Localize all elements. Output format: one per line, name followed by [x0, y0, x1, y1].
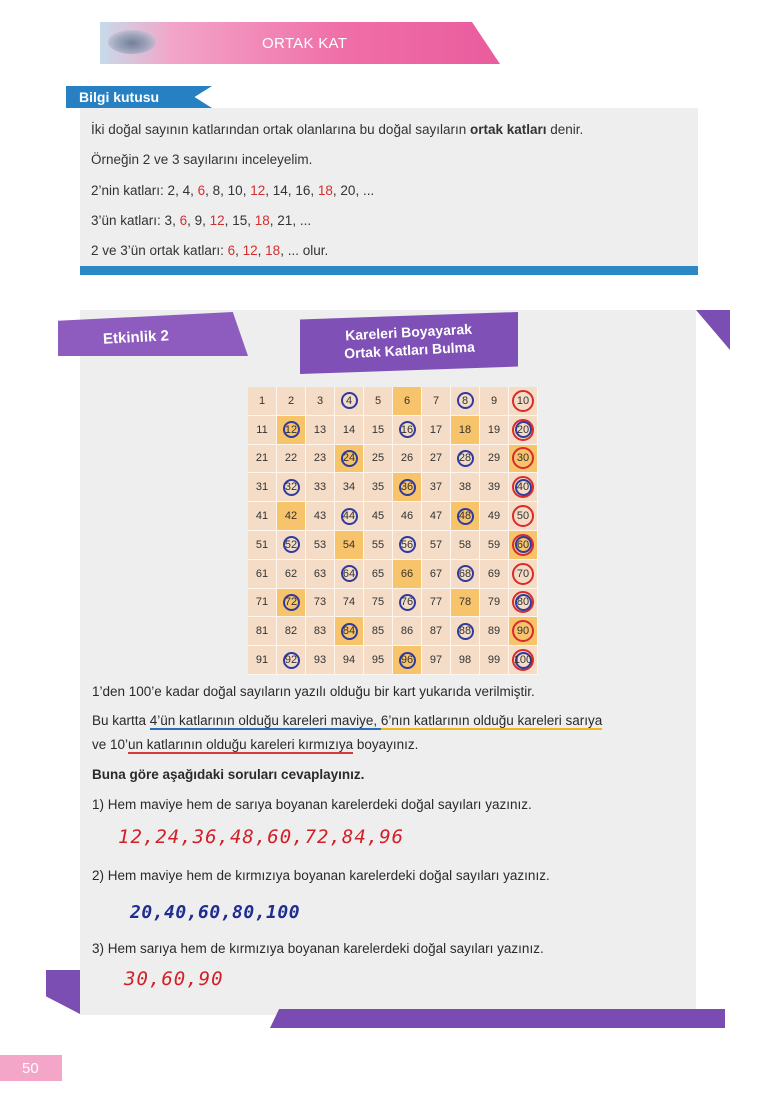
grid-number: 22 — [284, 452, 298, 465]
common-multiples-suffix: olur. — [298, 243, 329, 258]
grid-number: 43 — [313, 510, 327, 523]
grid-number: 54 — [342, 538, 356, 551]
grid-cell — [306, 387, 335, 416]
grid-cell — [393, 560, 422, 589]
grid-cell — [451, 531, 480, 560]
multiple-number: 14 — [272, 183, 288, 198]
grid-number: 95 — [371, 654, 385, 667]
grid-cell — [306, 560, 335, 589]
grid-number: 6 — [403, 394, 411, 407]
grid-number: 32 — [284, 481, 298, 494]
grid-number: 31 — [255, 481, 269, 494]
grid-number: 92 — [284, 654, 298, 667]
info-box-stripe — [80, 266, 698, 275]
grid-number: 56 — [400, 538, 414, 551]
grid-cell — [364, 531, 393, 560]
grid-cell — [277, 473, 306, 502]
question-2: 2) Hem maviye hem de kırmızıya boyanan karelerdeki doğal sayıları yazınız. — [92, 868, 550, 883]
multiple-number: 12 — [209, 213, 225, 228]
grid-cell — [277, 560, 306, 589]
grid-number: 12 — [284, 423, 298, 436]
grid-number: 57 — [429, 538, 443, 551]
grid-number: 61 — [255, 567, 269, 580]
grid-cell — [422, 473, 451, 502]
grid-cell — [277, 445, 306, 474]
grid-number: 23 — [313, 452, 327, 465]
grid-number: 42 — [284, 510, 298, 523]
grid-cell — [422, 502, 451, 531]
multiple-number: 3 — [164, 213, 173, 228]
question-3: 3) Hem sarıya hem de kırmızıya boyanan karelerdeki doğal sayıları yazınız. — [92, 941, 544, 956]
grid-number: 7 — [432, 394, 440, 407]
grid-cell — [248, 646, 277, 675]
grid-cell — [364, 387, 393, 416]
grid-cell — [393, 473, 422, 502]
grid-cell — [509, 617, 538, 646]
answer-2: 20,40,60,80,100 — [130, 902, 301, 923]
grid-cell — [393, 445, 422, 474]
grid-number: 51 — [255, 538, 269, 551]
instruction-2c: boyayınız. — [353, 737, 419, 752]
grid-cell — [335, 560, 364, 589]
grid-cell — [248, 387, 277, 416]
grid-number: 4 — [345, 394, 353, 407]
grid-cell — [393, 502, 422, 531]
grid-cell — [335, 416, 364, 445]
grid-number: 89 — [487, 625, 501, 638]
panel-corner-ribbon — [46, 970, 80, 1014]
grid-cell — [451, 646, 480, 675]
grid-number: 71 — [255, 596, 269, 609]
grid-cell — [248, 502, 277, 531]
grid-number: 53 — [313, 538, 327, 551]
grid-cell — [480, 589, 509, 618]
grid-number: 36 — [400, 481, 414, 494]
multiples-of-3 — [91, 213, 311, 228]
grid-number: 10 — [516, 394, 530, 407]
multiples-of-3-label: 3’ün katları: — [91, 213, 165, 228]
grid-number: 67 — [429, 567, 443, 580]
questions-heading: Buna göre aşağıdaki soruları cevaplayınız. — [92, 767, 365, 782]
activity-instruction-1 — [92, 713, 602, 728]
grid-cell — [248, 445, 277, 474]
grid-cell — [364, 646, 393, 675]
grid-number: 38 — [458, 481, 472, 494]
grid-cell — [306, 646, 335, 675]
definition-term: ortak katları — [469, 122, 547, 137]
grid-number: 37 — [429, 481, 443, 494]
grid-number: 41 — [255, 510, 269, 523]
grid-number: 28 — [458, 452, 472, 465]
grid-number: 45 — [371, 510, 385, 523]
grid-cell — [335, 589, 364, 618]
grid-cell — [393, 589, 422, 618]
grid-cell — [393, 416, 422, 445]
grid-cell — [277, 502, 306, 531]
grid-cell — [509, 473, 538, 502]
grid-number: 87 — [429, 625, 443, 638]
grid-cell — [480, 416, 509, 445]
grid-number: 72 — [284, 596, 298, 609]
grid-cell — [306, 617, 335, 646]
grid-cell — [277, 589, 306, 618]
multiples-of-2-label: 2’nin katları: — [91, 183, 168, 198]
multiples-of-3-list: 3, 6, 9, 12, 15, 18, 21, ... — [164, 213, 312, 228]
activity-intro: 1’den 100’e kadar doğal sayıların yazılı olduğu bir kart yukarıda verilmiştir. — [92, 684, 535, 699]
multiple-number: 20 — [340, 183, 356, 198]
grid-number: 13 — [313, 423, 327, 436]
grid-number: 99 — [487, 654, 501, 667]
grid-number: 48 — [458, 510, 472, 523]
grid-number: 20 — [516, 423, 530, 436]
instruction-2a: ve 10’ — [92, 737, 129, 752]
multiple-number: 10 — [227, 183, 243, 198]
multiple-number: 18 — [317, 183, 333, 198]
multiple-number: 18 — [265, 243, 281, 258]
multiple-number: 12 — [250, 183, 266, 198]
grid-number: 14 — [342, 423, 356, 436]
grid-cell — [451, 589, 480, 618]
grid-number: 78 — [458, 596, 472, 609]
grid-cell — [277, 531, 306, 560]
grid-cell — [451, 617, 480, 646]
common-multiples-label: 2 ve 3’ün ortak katları: — [91, 243, 228, 258]
grid-number: 79 — [487, 596, 501, 609]
grid-number: 77 — [429, 596, 443, 609]
grid-number: 94 — [342, 654, 356, 667]
grid-cell — [335, 531, 364, 560]
grid-number: 29 — [487, 452, 501, 465]
grid-cell — [277, 387, 306, 416]
grid-cell — [451, 502, 480, 531]
grid-number: 5 — [374, 394, 382, 407]
grid-cell — [422, 531, 451, 560]
grid-cell — [509, 531, 538, 560]
grid-number: 27 — [429, 452, 443, 465]
grid-number: 66 — [400, 567, 414, 580]
panel-corner-ribbon — [696, 310, 730, 350]
grid-number: 63 — [313, 567, 327, 580]
grid-cell — [422, 617, 451, 646]
number-grid — [248, 387, 538, 675]
grid-cell — [306, 502, 335, 531]
grid-number: 55 — [371, 538, 385, 551]
grid-cell — [306, 416, 335, 445]
grid-number: 80 — [516, 596, 530, 609]
definition-prefix: İki doğal sayının katlarından ortak olanlarına bu doğal sayıların — [91, 122, 470, 137]
grid-cell — [364, 502, 393, 531]
grid-cell — [393, 617, 422, 646]
grid-cell — [451, 445, 480, 474]
grid-cell — [480, 502, 509, 531]
grid-cell — [393, 531, 422, 560]
grid-number: 90 — [516, 625, 530, 638]
grid-cell — [422, 387, 451, 416]
multiple-number: 6 — [197, 183, 206, 198]
multiple-number: 9 — [194, 213, 203, 228]
grid-number: 60 — [516, 538, 530, 551]
grid-number: 58 — [458, 538, 472, 551]
multiple-number: 21 — [277, 213, 293, 228]
grid-number: 98 — [458, 654, 472, 667]
grid-cell — [480, 531, 509, 560]
grid-number: 91 — [255, 654, 269, 667]
grid-cell — [364, 473, 393, 502]
grid-cell — [480, 560, 509, 589]
activity-title-line2: Ortak Katları Bulma — [343, 338, 476, 362]
grid-cell — [393, 387, 422, 416]
grid-number: 73 — [313, 596, 327, 609]
grid-cell — [480, 646, 509, 675]
grid-cell — [509, 646, 538, 675]
grid-cell — [306, 473, 335, 502]
grid-number: 18 — [458, 423, 472, 436]
grid-cell — [248, 617, 277, 646]
activity-tag-label: Etkinlik 2 — [102, 327, 170, 348]
grid-cell — [422, 560, 451, 589]
grid-number: 47 — [429, 510, 443, 523]
grid-cell — [335, 617, 364, 646]
grid-cell — [306, 531, 335, 560]
grid-number: 30 — [516, 452, 530, 465]
grid-number: 75 — [371, 596, 385, 609]
multiple-number: ... — [287, 243, 299, 258]
grid-number: 1 — [258, 394, 266, 407]
grid-number: 96 — [400, 654, 414, 667]
grid-cell — [306, 445, 335, 474]
grid-number: 17 — [429, 423, 443, 436]
grid-number: 70 — [516, 567, 530, 580]
multiples-of-2-list: 2, 4, 6, 8, 10, 12, 14, 16, 18, 20, ... — [167, 183, 375, 198]
grid-number: 86 — [400, 625, 414, 638]
grid-number: 49 — [487, 510, 501, 523]
grid-cell — [306, 589, 335, 618]
multiple-number: 4 — [182, 183, 191, 198]
info-definition — [91, 122, 583, 137]
grid-number: 50 — [516, 510, 530, 523]
grid-number: 40 — [516, 481, 530, 494]
multiples-of-2 — [91, 183, 374, 198]
grid-number: 46 — [400, 510, 414, 523]
grid-cell — [335, 473, 364, 502]
grid-number: 19 — [487, 423, 501, 436]
multiple-number: 6 — [227, 243, 236, 258]
grid-number: 25 — [371, 452, 385, 465]
page-number: 50 — [22, 1060, 39, 1077]
grid-cell — [451, 473, 480, 502]
grid-cell — [364, 416, 393, 445]
grid-cell — [277, 416, 306, 445]
grid-number: 84 — [342, 625, 356, 638]
grid-cell — [451, 387, 480, 416]
grid-number: 93 — [313, 654, 327, 667]
grid-cell — [277, 646, 306, 675]
grid-number: 69 — [487, 567, 501, 580]
multiple-number: 2 — [167, 183, 176, 198]
grid-cell — [248, 589, 277, 618]
grid-cell — [277, 617, 306, 646]
grid-number: 83 — [313, 625, 327, 638]
grid-number: 44 — [342, 510, 356, 523]
grid-number: 15 — [371, 423, 385, 436]
grid-number: 8 — [461, 394, 469, 407]
grid-number: 76 — [400, 596, 414, 609]
grid-number: 35 — [371, 481, 385, 494]
multiple-number: 6 — [179, 213, 188, 228]
grid-number: 2 — [287, 394, 295, 407]
grid-cell — [480, 617, 509, 646]
grid-number: 85 — [371, 625, 385, 638]
header-logo-icon — [108, 30, 156, 54]
question-1: 1) Hem maviye hem de sarıya boyanan karelerdeki doğal sayıları yazınız. — [92, 797, 532, 812]
grid-cell — [248, 473, 277, 502]
panel-bottom-stripe — [270, 1009, 725, 1028]
grid-cell — [509, 560, 538, 589]
grid-cell — [248, 560, 277, 589]
grid-number: 65 — [371, 567, 385, 580]
info-example: Örneğin 2 ve 3 sayılarını inceleyelim. — [91, 152, 313, 167]
grid-cell — [451, 416, 480, 445]
grid-number: 88 — [458, 625, 472, 638]
grid-number: 97 — [429, 654, 443, 667]
grid-cell — [335, 445, 364, 474]
multiple-number: 18 — [254, 213, 270, 228]
multiple-number: ... — [299, 213, 312, 228]
multiple-number: 8 — [212, 183, 221, 198]
grid-number: 21 — [255, 452, 269, 465]
grid-number: 74 — [342, 596, 356, 609]
multiple-number: 16 — [295, 183, 311, 198]
grid-cell — [509, 416, 538, 445]
grid-number: 16 — [400, 423, 414, 436]
instruction-yellow: 6’nın katlarının olduğu kareleri sarıya — [380, 713, 603, 728]
grid-number: 34 — [342, 481, 356, 494]
definition-suffix: denir. — [546, 122, 584, 137]
instruction-red: un katlarının olduğu kareleri kırmızıya — [128, 737, 354, 752]
grid-cell — [248, 531, 277, 560]
instruction-1a: Bu kartta — [92, 713, 150, 728]
instruction-blue: 4’ün katlarının olduğu kareleri maviye, — [149, 713, 381, 728]
grid-cell — [422, 445, 451, 474]
grid-cell — [393, 646, 422, 675]
grid-cell — [451, 560, 480, 589]
grid-cell — [509, 445, 538, 474]
grid-number: 24 — [342, 452, 356, 465]
grid-number: 9 — [490, 394, 498, 407]
grid-number: 52 — [284, 538, 298, 551]
grid-cell — [422, 416, 451, 445]
grid-cell — [364, 560, 393, 589]
grid-cell — [335, 387, 364, 416]
multiple-number: 15 — [232, 213, 248, 228]
grid-number: 100 — [513, 654, 533, 667]
grid-cell — [364, 445, 393, 474]
grid-number: 81 — [255, 625, 269, 638]
common-multiples — [91, 243, 328, 258]
grid-cell — [248, 416, 277, 445]
grid-number: 82 — [284, 625, 298, 638]
grid-number: 64 — [342, 567, 356, 580]
grid-cell — [480, 445, 509, 474]
grid-cell — [480, 473, 509, 502]
grid-number: 11 — [256, 423, 268, 436]
answer-1: 12,24,36,48,60,72,84,96 — [118, 826, 405, 848]
grid-cell — [364, 617, 393, 646]
grid-cell — [422, 589, 451, 618]
grid-number: 3 — [316, 394, 324, 407]
grid-number: 33 — [313, 481, 327, 494]
grid-cell — [480, 387, 509, 416]
grid-cell — [335, 502, 364, 531]
grid-number: 62 — [284, 567, 298, 580]
common-multiples-list: 6, 12, 18, ... — [227, 243, 299, 258]
multiple-number: 12 — [242, 243, 258, 258]
grid-number: 59 — [487, 538, 501, 551]
activity-title-line1: Kareleri Boyayarak — [344, 320, 473, 344]
multiple-number: ... — [362, 183, 375, 198]
activity-instruction-2 — [92, 737, 418, 752]
page-title: ORTAK KAT — [262, 35, 348, 52]
grid-cell — [364, 589, 393, 618]
grid-number: 26 — [400, 452, 414, 465]
grid-cell — [509, 502, 538, 531]
grid-number: 39 — [487, 481, 501, 494]
grid-cell — [422, 646, 451, 675]
answer-3: 30,60,90 — [124, 968, 224, 990]
grid-cell — [509, 387, 538, 416]
grid-number: 68 — [458, 567, 472, 580]
grid-cell — [509, 589, 538, 618]
info-box-title: Bilgi kutusu — [79, 89, 160, 105]
grid-cell — [335, 646, 364, 675]
